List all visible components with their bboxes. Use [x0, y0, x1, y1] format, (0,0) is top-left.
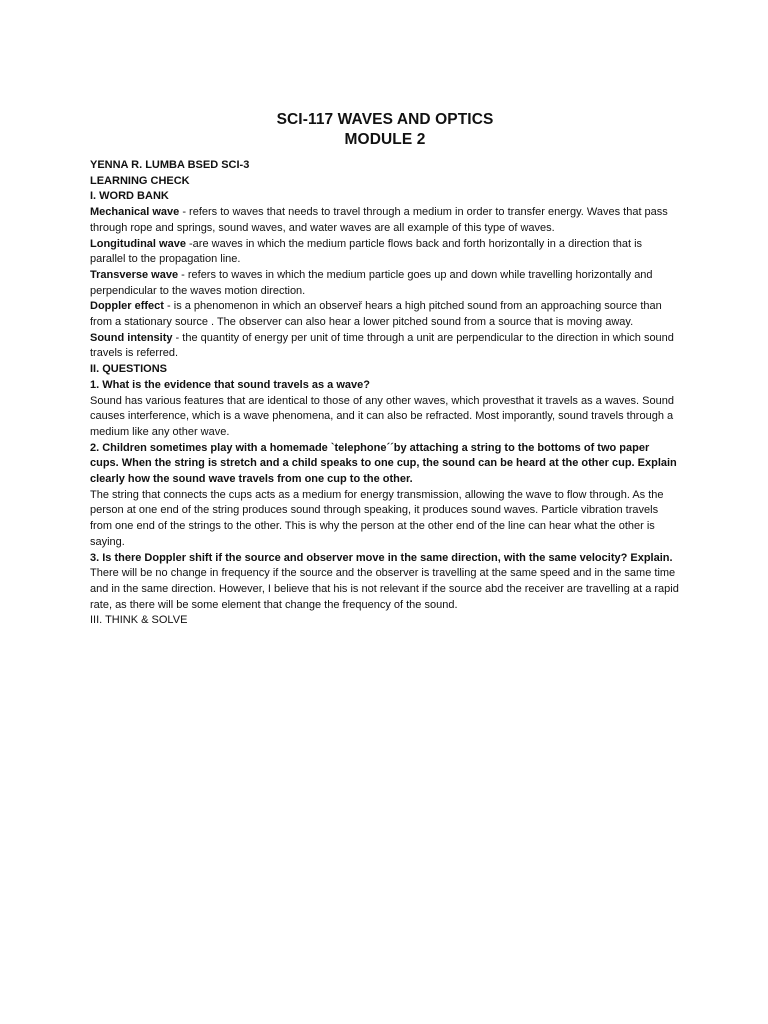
word-bank-item	[90, 331, 680, 362]
document-subtitle: MODULE 2	[344, 131, 426, 148]
word-bank-item	[90, 268, 680, 299]
word-bank-heading: I. WORD BANK	[90, 190, 169, 203]
term: Sound intensity	[90, 331, 173, 344]
answer-text: The string that connects the cups acts as a medium for energy transmission, allowing the wave to flow through. As the person at one end of the string produces sound through speaking, it produces sound waves. Particle vibration travels from one end of the strings to the other. This is why the person at the other end of the line can hear what the other is saying.	[90, 488, 664, 548]
term: Transverse wave	[90, 268, 179, 281]
answer-text: There will be no change in frequency if the source and the observer is travelling at the same speed and in the same time and in the same direction. However, I believe that his is not relevant if the source abd the receiver are travelling at a rapid rate, as there will be some element that change the frequency of the sound.	[90, 567, 679, 611]
question-text: 3. Is there Doppler shift if the source and observer move in the same direction, with the same velocity? Explain.	[90, 551, 673, 564]
question-text: 1. What is the evidence that sound travels as a wave?	[90, 378, 370, 391]
definition: - refers to waves in which the medium particle goes up and down while travelling horizontally and perpendicular to the waves motion direction.	[90, 268, 653, 297]
definition: - refers to waves that needs to travel through a medium in order to transfer energy. Waves that pass through rope and springs, sound waves, and water waves are all example of this type of waves.	[90, 206, 668, 234]
document-title: SCI-117 WAVES AND OPTICS	[276, 111, 494, 128]
word-bank-item	[90, 299, 680, 330]
definition: - is a phenomenon in which an observeř hears a high pitched sound from an approaching source than from a stationary source . The observer can also hear a lower pitched sound from a source that is moving away.	[90, 300, 662, 329]
document-page	[90, 110, 680, 629]
questions-heading: II. QUESTIONS	[90, 363, 168, 376]
answer-text: Sound has various features that are identical to those of any other waves, which provesthat it travels as a waves. Sound causes interference, which is a wave phenomena, and it can also be refracted. Most imporantly, sound travels through a medium like any other wave.	[90, 394, 674, 438]
word-bank-item	[90, 205, 680, 236]
term: Longitudinal wave	[90, 237, 186, 250]
term: Doppler effect	[90, 300, 164, 313]
question-text: 2. Children sometimes play with a homemade `telephone´´by attaching a string to the bottoms of two paper cups. When the string is stretch and a child speaks to one cup, the sound can be heard at the other cup. Explain clearly how the sound wave travels from one cup to the other.	[90, 441, 677, 486]
section-label: LEARNING CHECK	[90, 174, 190, 187]
think-solve-heading: III. THINK & SOLVE	[90, 614, 188, 627]
word-bank-item	[90, 237, 680, 268]
term: Mechanical wave	[90, 206, 180, 219]
author-line: YENNA R. LUMBA BSED SCI-3	[90, 159, 250, 171]
definition: - the quantity of energy per unit of time through a unit are perpendicular to the direction in which sound travels is referred.	[90, 331, 674, 360]
definition: -are waves in which the medium particle flows back and forth horizontally in a direction that is parallel to the propagation line.	[90, 237, 643, 266]
